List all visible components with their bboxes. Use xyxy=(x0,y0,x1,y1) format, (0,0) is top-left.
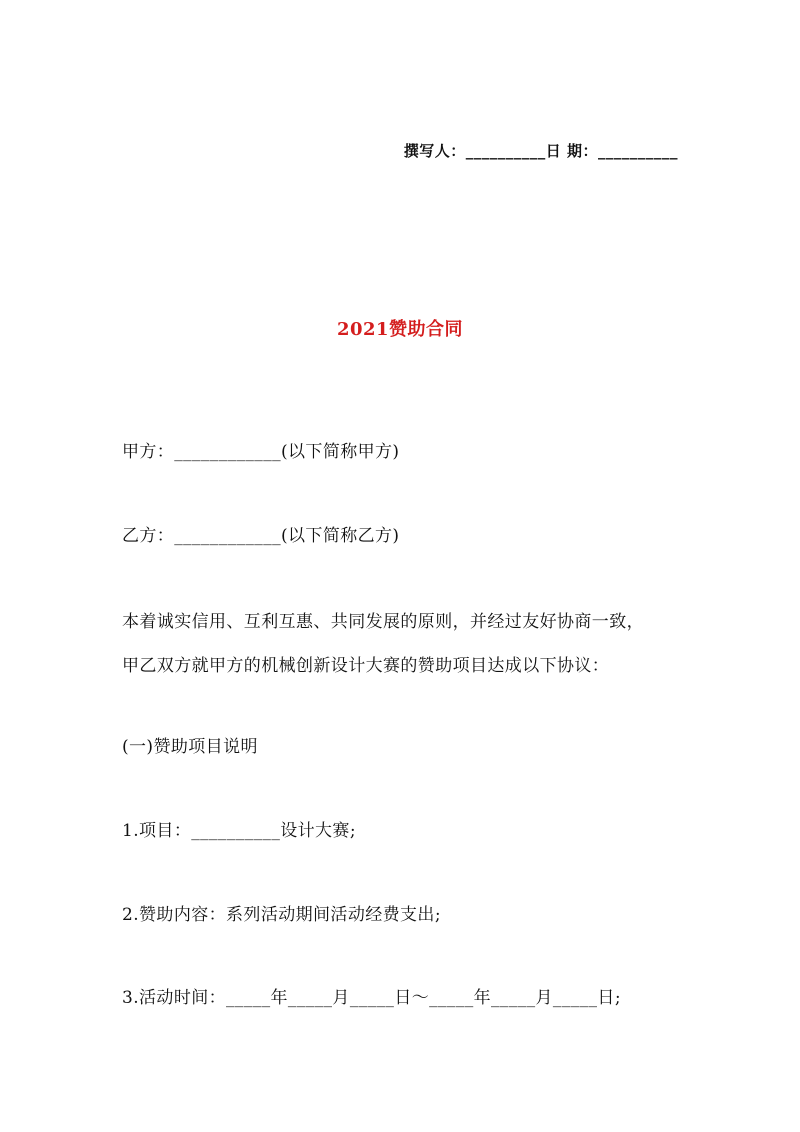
item-sponsorship-content: 2.赞助内容：系列活动期间活动经费支出; xyxy=(122,905,441,925)
author-label: 撰写人： xyxy=(403,142,466,160)
intro-paragraph-line-1: 本着诚实信用、互利互惠、共同发展的原则，并经过友好协商一致， xyxy=(122,612,644,632)
section-heading: (一)赞助项目说明 xyxy=(122,737,258,757)
intro-paragraph-line-2: 甲乙双方就甲方的机械创新设计大赛的赞助项目达成以下协议： xyxy=(122,656,610,676)
party-a-line: 甲方：____________(以下简称甲方) xyxy=(122,442,400,462)
date-label: 日 期： xyxy=(545,142,598,160)
document-title: 2021赞助合同 xyxy=(336,319,464,340)
party-b-line: 乙方：____________(以下简称乙方) xyxy=(122,526,400,546)
author-blank: __________ xyxy=(465,142,546,160)
item-project: 1.项目：__________设计大赛; xyxy=(122,821,356,841)
item-activity-time: 3.活动时间：_____年_____月_____日～_____年_____月_____日; xyxy=(122,988,621,1008)
date-blank: __________ xyxy=(598,142,678,160)
author-date-line xyxy=(404,140,678,161)
